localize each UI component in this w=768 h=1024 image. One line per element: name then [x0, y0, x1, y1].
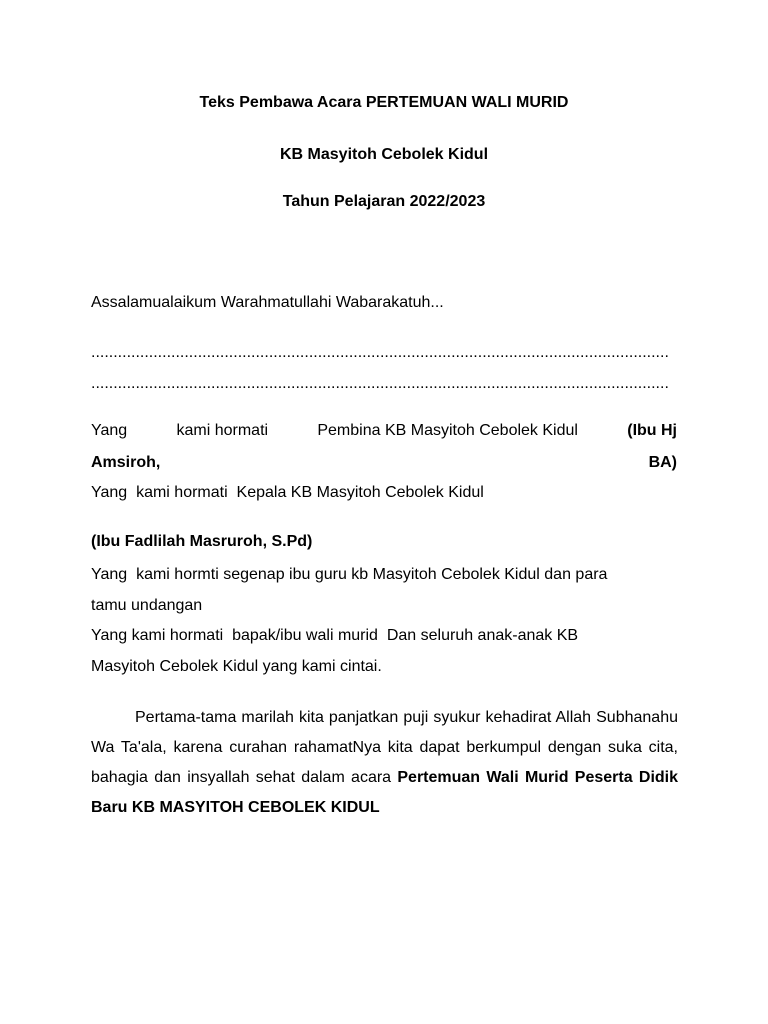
honorific-word: Pembina KB Masyitoh Cebolek Kidul: [317, 422, 578, 439]
honorific-line-pembina-name: [91, 453, 677, 473]
event-name: Pertemuan Wali Murid Peserta Didik Baru KB MASYITOH CEBOLEK KIDUL: [91, 769, 679, 816]
honorific-name: BA): [648, 454, 677, 471]
opening-greeting: Assalamualaikum Warahmatullahi Wabarakatuh...: [91, 294, 444, 311]
academic-year: Tahun Pelajaran 2022/2023: [282, 193, 486, 210]
document-subtitle: KB Masyitoh Cebolek Kidul: [279, 146, 489, 163]
honorific-word: kami hormati: [176, 422, 269, 439]
honorific-line-pembina: [91, 421, 677, 441]
dotted-line: ..................................................................................................................................: [91, 344, 669, 361]
honorific-word: Yang: [91, 422, 128, 439]
document-title: Teks Pembawa Acara PERTEMUAN WALI MURID: [199, 94, 569, 111]
honorific-name: (Ibu Hj: [627, 422, 677, 439]
paragraph-text: Pertama-tama marilah kita panjatkan puji syukur kehadirat Allah Subhanahu Wa Ta'ala, karena curahan rahamatNya kita dapat berkumpul dengan suka cita, bahagia dan insyallah sehat dalam acara: [91, 709, 678, 786]
honorific-line-walimurid-cont: Masyitoh Cebolek Kidul yang kami cintai.: [91, 658, 382, 675]
honorific-line-walimurid: Yang kami hormati bapak/ibu wali murid Dan seluruh anak-anak KB: [91, 627, 579, 644]
dotted-line: ..................................................................................................................................: [91, 375, 669, 392]
opening-paragraph: [91, 703, 678, 823]
honorific-name-kepala: (Ibu Fadlilah Masruroh, S.Pd): [91, 533, 313, 550]
honorific-line-kepala: Yang kami hormati Kepala KB Masyitoh Cebolek Kidul: [91, 484, 484, 501]
honorific-line-guru: Yang kami hormti segenap ibu guru kb Masyitoh Cebolek Kidul dan para: [91, 566, 608, 583]
honorific-name: Amsiroh,: [91, 454, 161, 471]
honorific-line-guru-cont: tamu undangan: [91, 597, 203, 614]
